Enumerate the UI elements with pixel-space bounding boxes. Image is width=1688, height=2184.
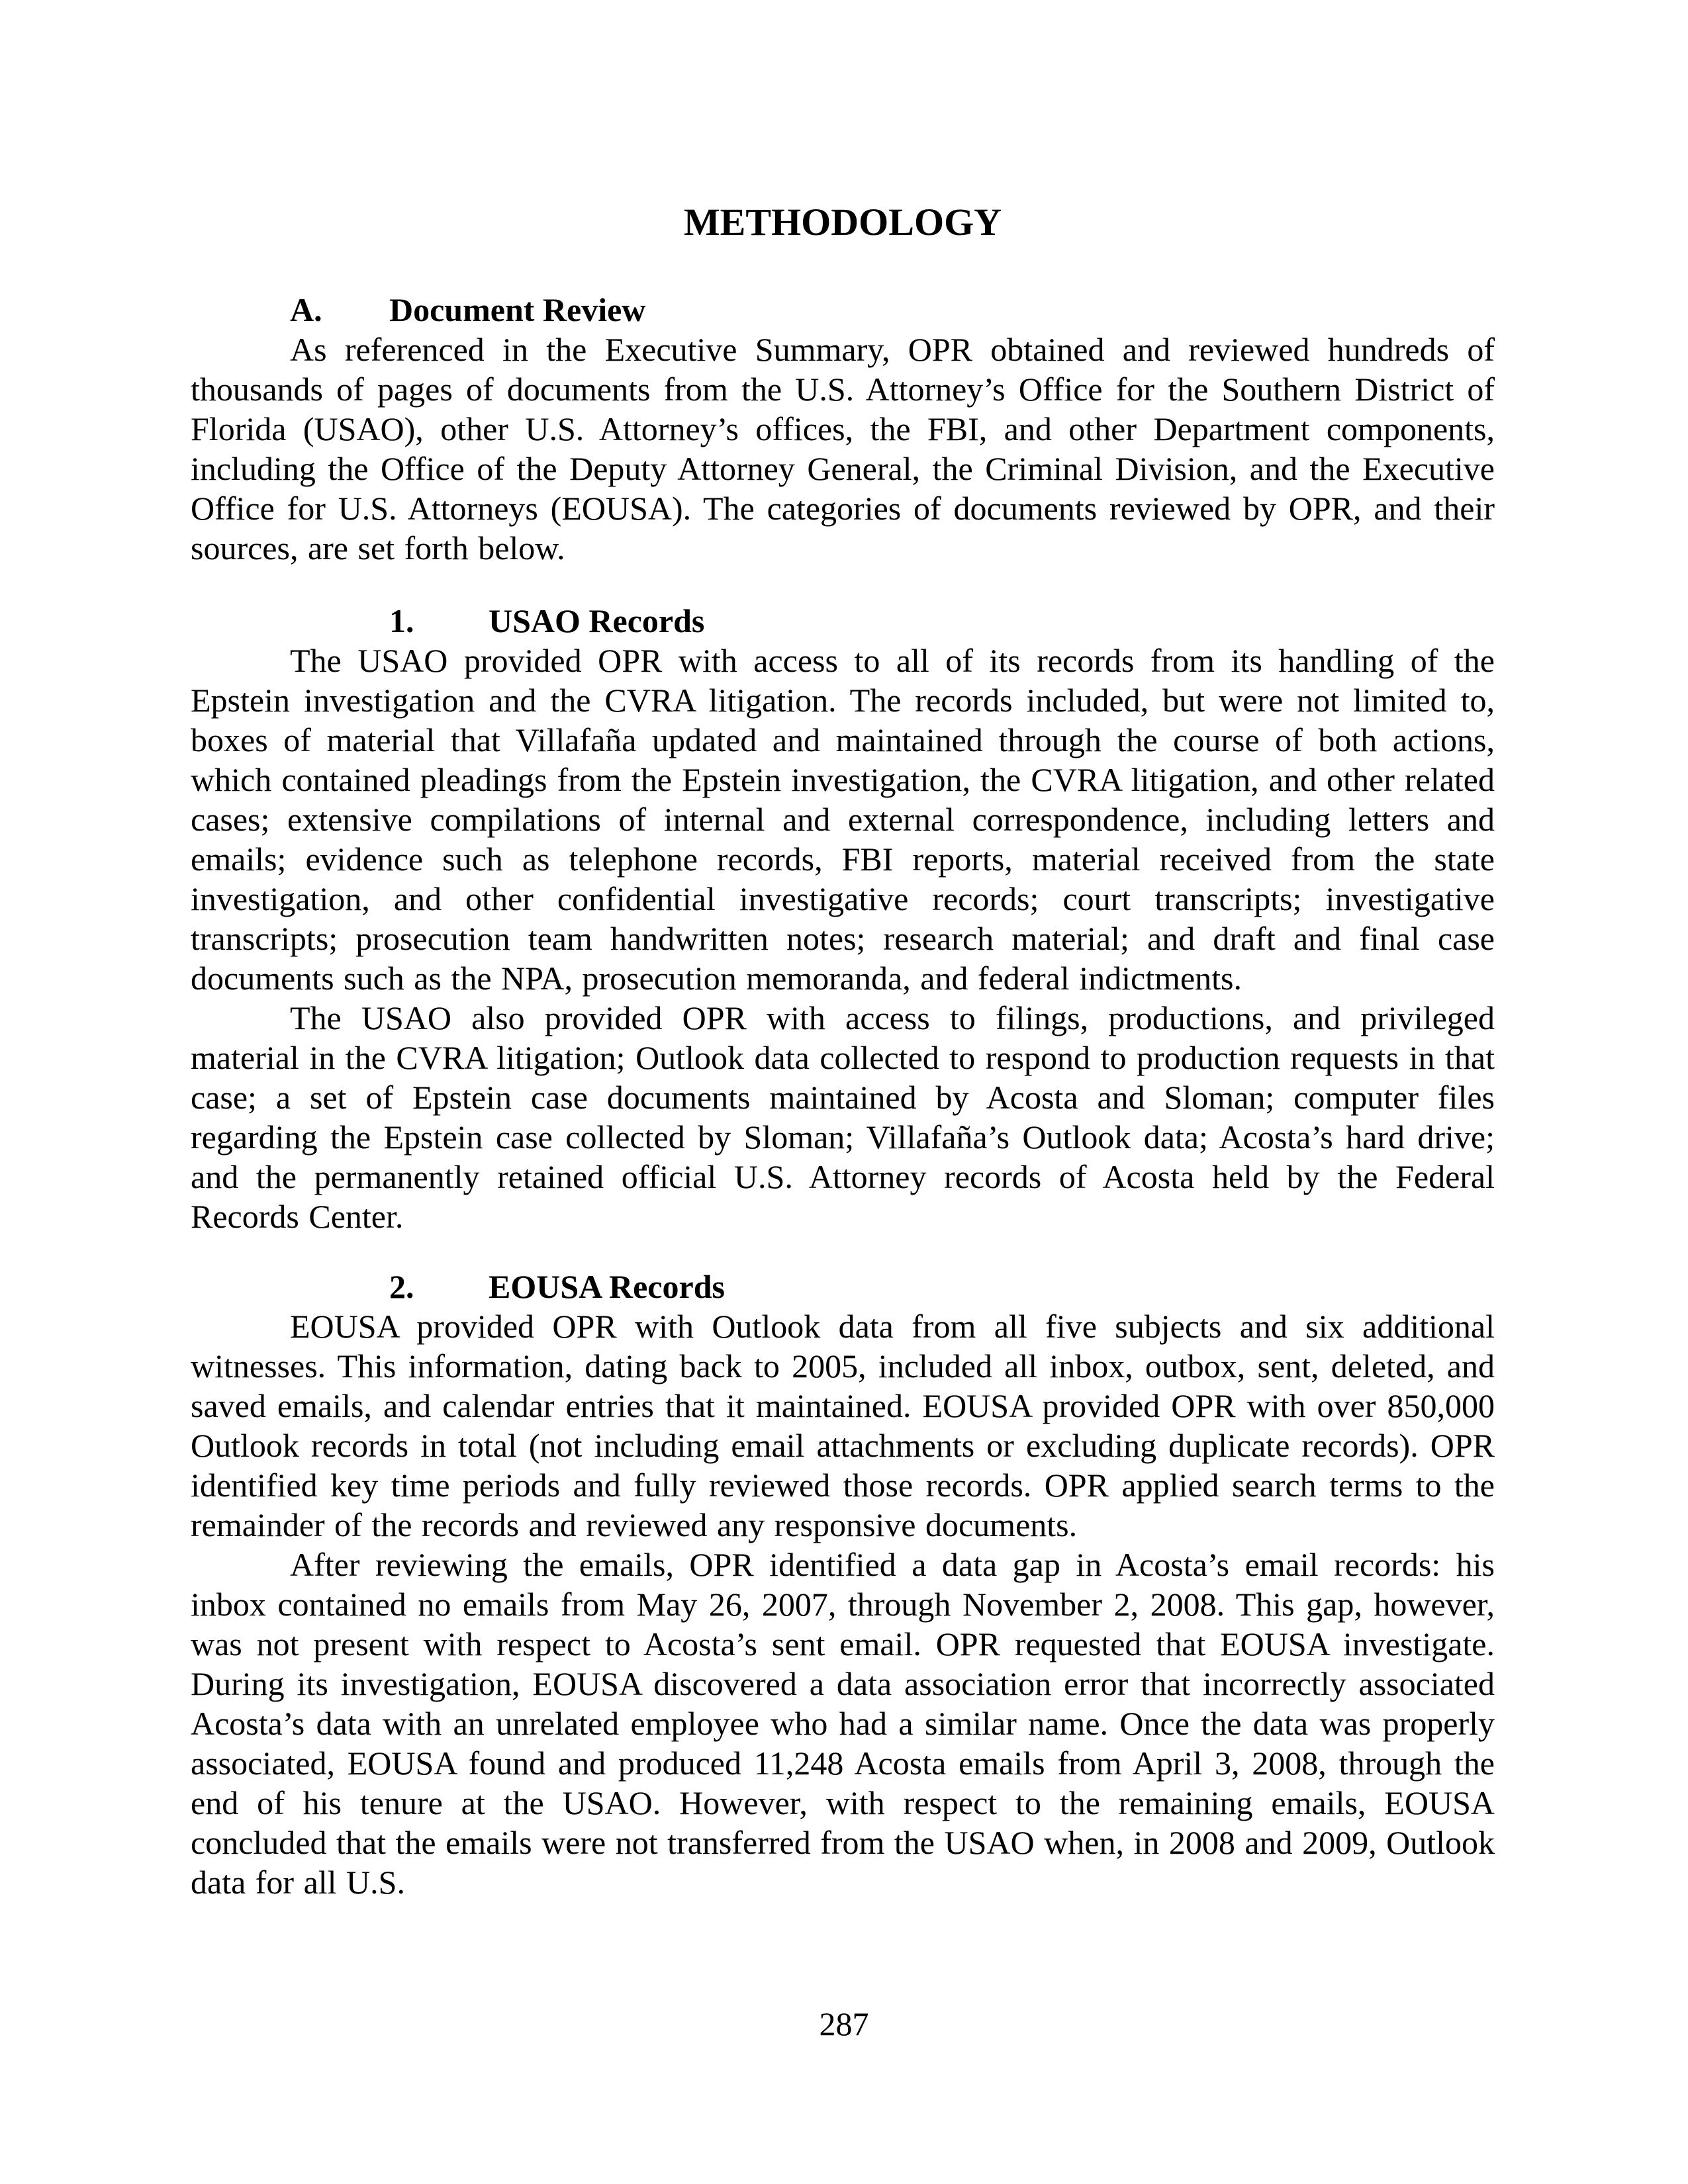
- page-title: METHODOLOGY: [683, 201, 1002, 244]
- subsection-heading-usao-records: [191, 601, 1495, 641]
- section-heading-a-number: A.: [290, 291, 322, 328]
- paragraph-eousa-records-2: After reviewing the emails, OPR identified a data gap in Acosta’s email records: his inbox contained no emails from May 26, 2007, through November 2, 2008. This gap, however, was not present with respect to Acosta’s sent email. OPR requested that EOUSA investigate. During its investigation, EOUSA discovered a data association error that incorrectly associated Acosta’s data with an unrelated employee who had a similar name. Once the data was properly associated, EOUSA found and produced 11,248 Acosta emails from April 3, 2008, through the end of his tenure at the USAO. However, with respect to the remaining emails, EOUSA concluded that the emails were not transferred from the USAO when, in 2008 and 2009, Outlook data for all U.S.: [191, 1546, 1495, 1901]
- section-heading-a: [191, 290, 1495, 330]
- paragraph-usao-records-2: The USAO also provided OPR with access to filings, productions, and privileged material in the CVRA litigation; Outlook data collected to respond to production requests in that case; a set of Epstein case documents maintained by Acosta and Sloman; computer files regarding the Epstein case collected by Sloman; Villafaña’s Outlook data; Acosta’s hard drive; and the permanently retained official U.S. Attorney records of Acosta held by the Federal Records Center.: [191, 999, 1495, 1235]
- subsection-heading-usao-number: 1.: [389, 602, 414, 639]
- paragraph-usao-records-1: The USAO provided OPR with access to all of its records from its handling of the Epstein investigation and the CVRA litigation. The records included, but were not limited to, boxes of material that Villafaña updated and maintained through the course of both actions, which contained pleadings from the Epstein investigation, the CVRA litigation, and other related cases; extensive compilations of internal and external correspondence, including letters and emails; evidence such as telephone records, FBI reports, material received from the state investigation, and other confidential investigative records; court transcripts; investigative transcripts; prosecution team handwritten notes; research material; and draft and final case documents such as the NPA, prosecution memoranda, and federal indictments.: [191, 642, 1495, 997]
- page-number: 287: [819, 2005, 869, 2042]
- subsection-heading-eousa-records: [191, 1267, 1495, 1306]
- paragraph-eousa-records-1: EOUSA provided OPR with Outlook data from all five subjects and six additional witnesses. This information, dating back to 2005, included all inbox, outbox, sent, deleted, and saved emails, and calendar entries that it maintained. EOUSA provided OPR with over 850,000 Outlook records in total (not including email attachments or excluding duplicate records). OPR identified key time periods and fully reviewed those records. OPR applied search terms to the remainder of the records and reviewed any responsive documents.: [191, 1308, 1495, 1543]
- subsection-heading-usao-label: USAO Records: [489, 602, 705, 639]
- subsection-heading-eousa-label: EOUSA Records: [489, 1268, 725, 1305]
- paragraph-document-review-intro: As referenced in the Executive Summary, OPR obtained and reviewed hundreds of thousands of pages of documents from the U.S. Attorney’s Office for the Southern District of Florida (USAO), other U.S. Attorney’s offices, the FBI, and other Department components, including the Office of the Deputy Attorney General, the Criminal Division, and the Executive Office for U.S. Attorneys (EOUSA). The categories of documents reviewed by OPR, and their sources, are set forth below.: [191, 331, 1495, 567]
- section-heading-a-label: Document Review: [389, 291, 646, 328]
- document-content: [191, 199, 1495, 1902]
- subsection-heading-eousa-number: 2.: [389, 1268, 414, 1305]
